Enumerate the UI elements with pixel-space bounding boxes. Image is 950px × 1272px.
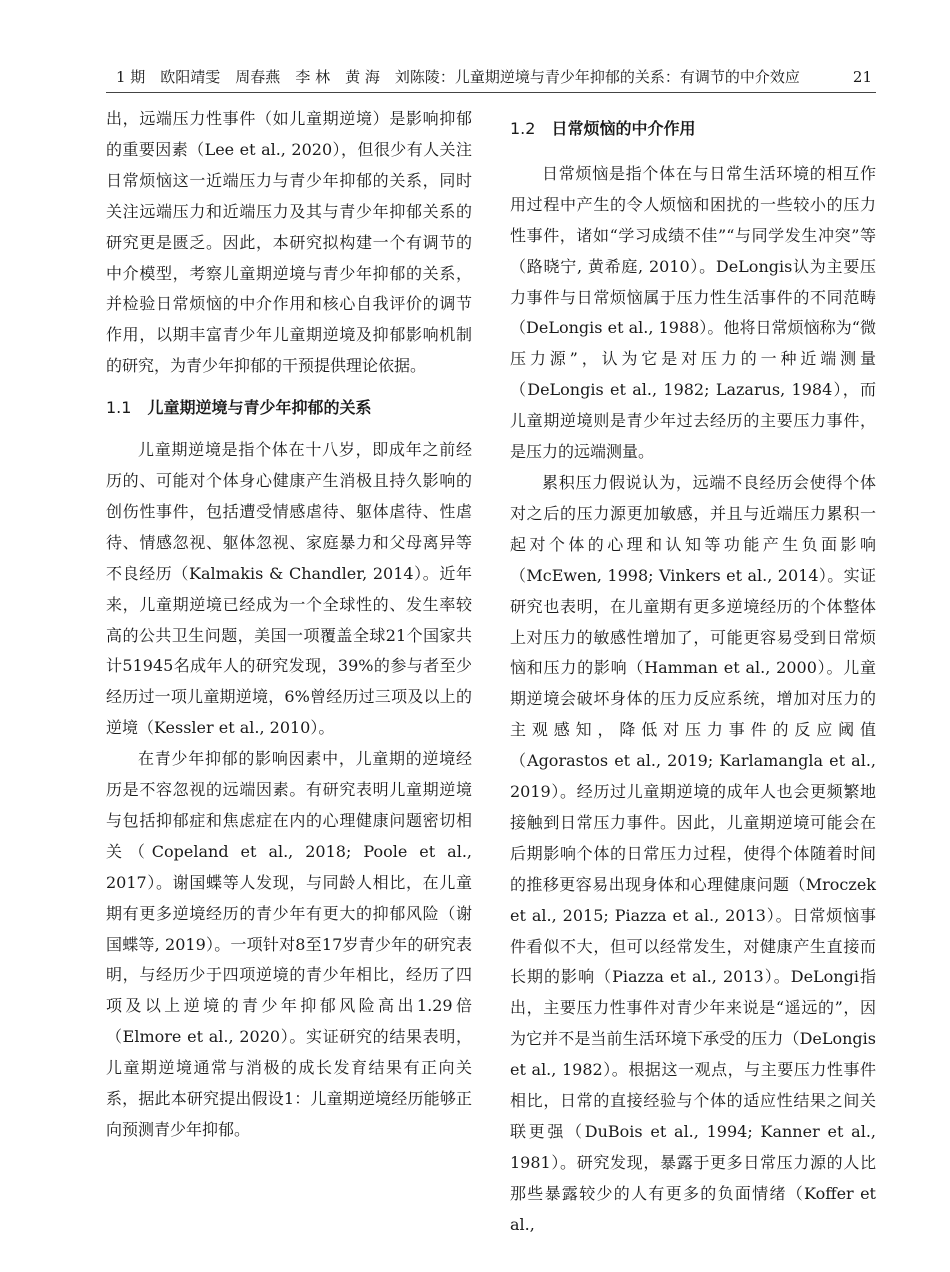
section-title: 日常烦恼的中介作用 xyxy=(551,119,696,138)
paragraph: 儿童期逆境是指个体在十八岁，即成年之前经历的、可能对个体身心健康产生消极且持久影响的创伤性事件，包括遭受情感虐待、躯体虐待、性虐待、情感忽视、躯体忽视、家庭暴力和父母离异等不良经历（Kalmakis & Chandler, 2014）。近年来，儿童期逆境已经成为一个全球性的、发生率较高的公共卫生问题，美国一项覆盖全球21个国家共计51945名成年人的研究发现，39%的参与者至少经历过一项儿童期逆境，6%曾经历过三项及以上的逆境（Kessler et al., 2010）。 xyxy=(106,440,472,738)
section-heading-1-2 xyxy=(510,114,876,145)
paragraph-continued: 出，远端压力性事件（如儿童期逆境）是影响抑郁的重要因素（Lee et al., 2020），但很少有人关注日常烦恼这一近端压力与青少年抑郁的关系，同时关注远端压力和近端压力及其与青少年抑郁关系的研究更是匮乏。因此，本研究拟构建一个有调节的中介模型，考察儿童期逆境与青少年抑郁的关系，并检验日常烦恼的中介作用和核心自我评价的调节作用，以期丰富青少年儿童期逆境及抑郁影响机制的研究，为青少年抑郁的干预提供理论依据。 xyxy=(106,109,472,376)
section-heading-1-1 xyxy=(106,393,472,424)
right-column xyxy=(510,104,876,1241)
page-number: 21 xyxy=(852,68,872,86)
section-number: 1.1 xyxy=(106,398,132,418)
left-column xyxy=(106,104,472,1146)
paragraph: 日常烦恼是指个体在与日常生活环境的相互作用过程中产生的令人烦恼和困扰的一些较小的压力性事件，诸如“学习成绩不佳”“与同学发生冲突”等（路晓宁, 黄希庭, 2010）。DeLongis认为主要压力事件与日常烦恼属于压力性生活事件的不同范畴（DeLongis et al., 1988）。他将日常烦恼称为“微压力源”，认为它是对压力的一种近端测量（DeLongis et al., 1982; Lazarus, 1984），而儿童期逆境则是青少年过去经历的主要压力事件，是压力的远端测量。 xyxy=(510,163,876,462)
section-title: 儿童期逆境与青少年抑郁的关系 xyxy=(147,398,372,418)
section-number: 1.2 xyxy=(510,119,536,138)
running-header-text: 1 期 欧阳靖雯 周春燕 李 林 黄 海 刘陈陵：儿童期逆境与青少年抑郁的关系：有调节的中介效应 xyxy=(116,68,800,86)
running-header xyxy=(106,66,876,93)
paragraph: 在青少年抑郁的影响因素中，儿童期的逆境经历是不容忽视的远端因素。有研究表明儿童期逆境与包括抑郁症和焦虑症在内的心理健康问题密切相关（Copeland et al., 2018; Poole et al., 2017）。谢国蝶等人发现，与同龄人相比，在儿童期有更多逆境经历的青少年有更大的抑郁风险（谢国蝶等, 2019）。一项针对8至17岁青少年的研究表明，与经历少于四项逆境的青少年相比，经历了四项及以上逆境的青少年抑郁风险高出1.29倍（Elmore et al., 2020）。实证研究的结果表明，儿童期逆境通常与消极的成长发育结果有正向关系，据此本研究提出假设1：儿童期逆境经历能够正向预测青少年抑郁。 xyxy=(106,749,472,1139)
paragraph: 累积压力假说认为，远端不良经历会使得个体对之后的压力源更加敏感，并且与近端压力累积一起对个体的心理和认知等功能产生负面影响（McEwen, 1998; Vinkers et al., 2014）。实证研究也表明，在儿童期有更多逆境经历的个体整体上对压力的敏感性增加了，可能更容易受到日常烦恼和压力的影响（Hamman et al., 2000）。儿童期逆境会破坏身体的压力反应系统，增加对压力的主观感知，降低对压力事件的反应阈值（Agorastos et al., 2019; Karlamangla et al., 2019）。经历过儿童期逆境的成年人也会更频繁地接触到日常压力事件。因此，儿童期逆境可能会在后期影响个体的日常压力过程，使得个体随着时间的推移更容易出现身体和心理健康问题（Mroczek et al., 2015; Piazza et al., 2013）。日常烦恼事件看似不大，但可以经常发生，对健康产生直接而长期的影响（Piazza et al., 2013）。DeLongi指出，主要压力性事件对青少年来说是“遥远的”，因为它并不是当前生活环境下承受的压力（DeLongis et al., 1982）。根据这一观点，与主要压力性事件相比，日常的直接经验与个体的适应性结果之间关联更强（DuBois et al., 1994; Kanner et al., 1981）。研究发现，暴露于更多日常压力源的人比那些暴露较少的人有更多的负面情绪（Koffer et al., xyxy=(510,472,876,1234)
